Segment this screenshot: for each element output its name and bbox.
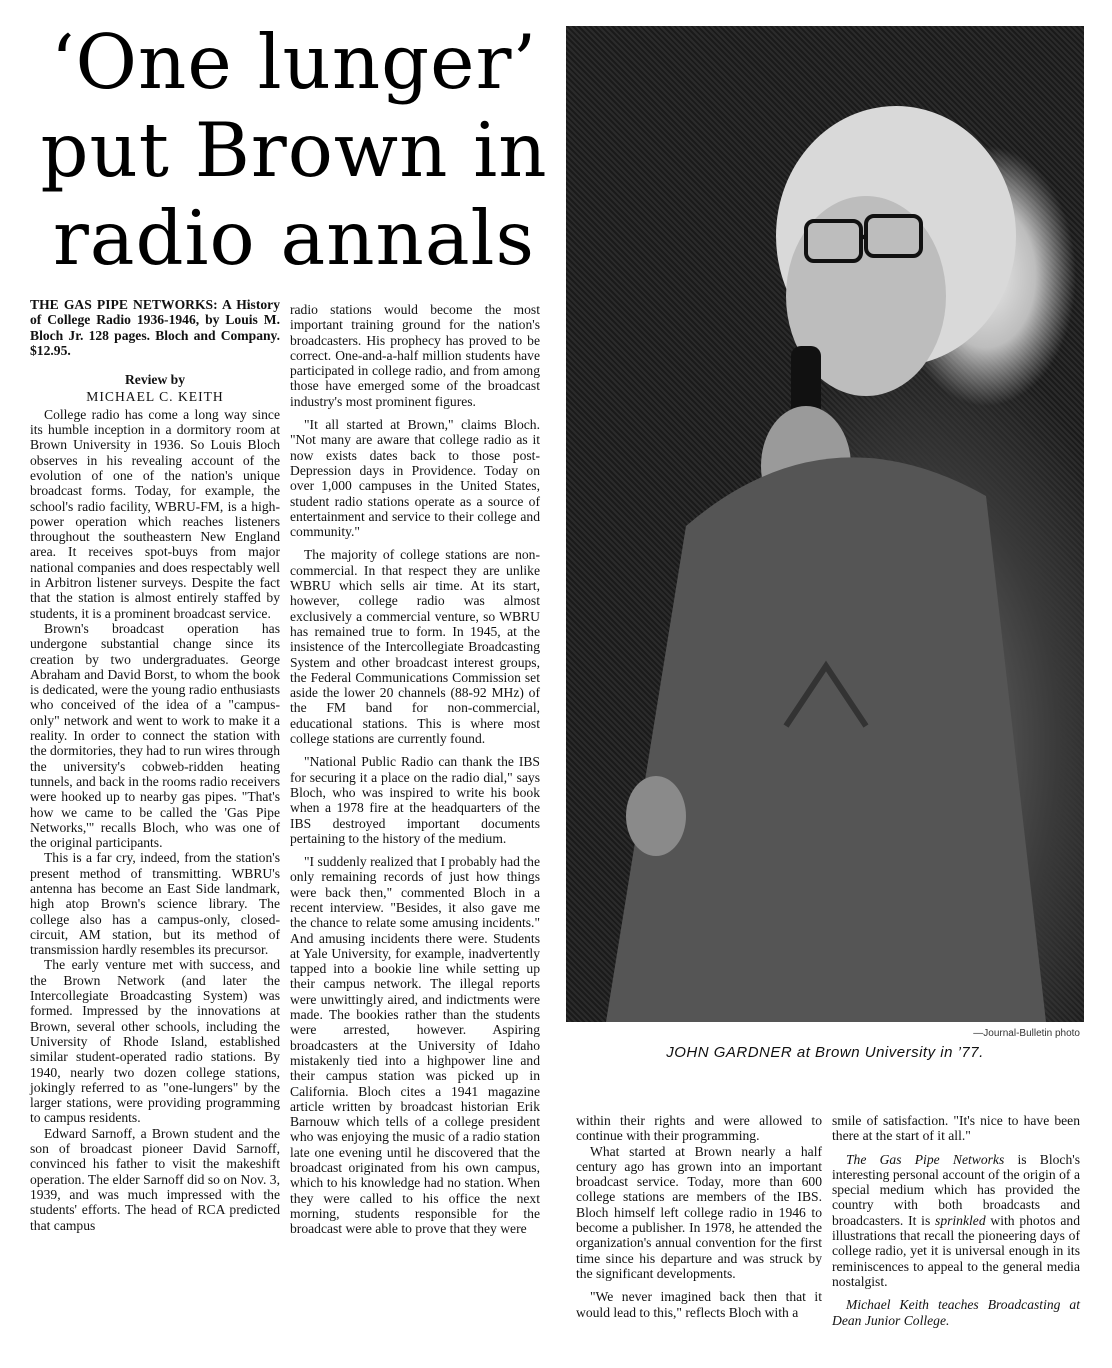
portrait-illustration xyxy=(566,26,1084,1022)
paragraph: What started at Brown nearly a half century ago has grown into an important broadcast service. Today, more than 600 college stations are members of the IBS. Bloch himself left college radio in 1946 to become a publisher. In 1978, he attended the organization's annual convention for the first time since his departure and was struck by the significant developments. xyxy=(576,1143,822,1281)
paragraph: College radio has come a long way since its humble inception in a dormitory room at Brown University in 1936. So Louis Bloch observes in his revealing account of the evolution of one of the nation's unique broadcast forms. Today, for example, the school's radio facility, WBRU-FM, is a high-power operation which reaches listeners throughout the southeastern New England area. It receives spot-buys from major national companies and does respectably well in Arbitron listener surveys. Despite the fact that the station is almost entirely staffed by students, it is a prominent broadcast service. xyxy=(30,406,280,621)
paragraph: Brown's broadcast operation has undergone substantial change since its creation by two undergraduates. George Abraham and David Borst, to whom the book is dedicated, were the young radio enthusiasts who conceived of the idea of a "campus-only" network and went to work to make it a reality. In order to connect the station with the dormitories, they had to run wires through the university's cobweb-ridden heating tunnels, and back in the rooms radio receivers were hooked up to nearby gas pipes. "That's how we came to be called the 'Gas Pipe Networks,'" recalls Bloch, who was one of the original participants. xyxy=(30,620,280,851)
paragraph: "I suddenly realized that I probably had the only remaining records of just how things were back then," commented Bloch in a recent interview. "Besides, it also gave me the chance to relate some amusing incidents." And amusing incidents there were. Students at Yale University, for example, inadvertently tapped into a bookie line while setting up their campus network. The illegal reports were unwittingly aired, and indictments were made. The bookies rather than the students were arrested, however. Aspiring broadcasters at the University of Idaho mistakenly tied into a highpower line and their campus station was picked up in California. Bloch cites a 1941 magazine article written by broadcast historian Erik Barnouw which tells of a college president who was enjoying the music of a radio station late one evening until he discovered that the broadcast originated from his own campus, which to his knowledge had no station. When they were called to his office the next morning, students responsible for the broadcast were able to prove that they were xyxy=(290,854,540,1237)
article-column-3 xyxy=(576,1113,822,1320)
headline-line-2: put Brown in xyxy=(40,106,548,194)
book-title: The Gas Pipe Networks xyxy=(846,1151,1005,1167)
paragraph: "It all started at Brown," claims Bloch. "Not many are aware that college radio as it now exists dates back to those post-Depression days in Providence. Today on over 1,000 campuses in the United States, student radio stations operate as a source of entertainment and service to their college and community." xyxy=(290,417,540,540)
paragraph: within their rights and were allowed to continue with their programming. xyxy=(576,1113,822,1144)
headline-line-1: ‘One lunger’ xyxy=(50,18,538,106)
review-author: MICHAEL C. KEITH xyxy=(86,389,224,405)
article-column-1 xyxy=(30,297,280,1233)
paragraph: The majority of college stations are non-commercial. In that respect they are unlike WBRU which sells air time. At its start, however, college radio was almost exclusively a commercial venture, so WBRU has remained true to form. In 1945, at the insistence of the Intercollegiate Broadcasting System and other broadcast interest groups, the Federal Communications Commission set aside the lower 20 channels (88-92 MHz) of the FM band for non-commercial, educational stations. This is where most college stations are currently found. xyxy=(290,547,540,747)
paragraph: radio stations would become the most important training ground for the nation's broadcasters. His prophecy has proved to be correct. One-and-a-half million students have participated in college radio, and from among those have emerged some of the broadcast industry's most prominent figures. xyxy=(290,302,540,409)
paragraph xyxy=(832,1152,1080,1290)
article-column-2 xyxy=(290,302,540,1237)
review-label: Review by xyxy=(124,372,186,388)
article-column-4 xyxy=(832,1113,1080,1328)
photo-credit: —Journal-Bulletin photo xyxy=(973,1028,1080,1039)
text-span: is Bloch's interesting personal account of the origin of a special medium which has provided the country with both broadcasts and broadcasters. It is xyxy=(832,1151,1080,1228)
headline-line-3: radio annals xyxy=(52,194,536,282)
paragraph: Edward Sarnoff, a Brown student and the son of broadcast pioneer David Sarnoff, convinced his father to visit the makeshift operation. The elder Sarnoff did so on Nov. 3, 1939, and was much impressed with the students' efforts. The head of RCA predicted that campus xyxy=(30,1125,280,1233)
paragraph: "National Public Radio can thank the IBS for securing it a place on the radio dial," says Bloch, who was inspired to write his book when a 1978 fire at the headquarters of the IBS destroyed important documents pertaining to the history of the medium. xyxy=(290,754,540,846)
emphasis: sprinkled xyxy=(935,1212,986,1228)
paragraph: smile of satisfaction. "It's nice to have been there at the start of it all." xyxy=(832,1113,1080,1144)
paragraph: "We never imagined back then that it would lead to this," reflects Bloch with a xyxy=(576,1289,822,1320)
portrait-photo xyxy=(566,26,1084,1022)
paragraph: This is a far cry, indeed, from the station's present method of transmitting. WBRU's antenna has become an East Side landmark, high atop Brown's science library. The college also has a campus-only, closed-circuit, AM station, but its method of transmission hardly resembles its precursor. xyxy=(30,850,280,958)
book-info: THE GAS PIPE NETWORKS: A History of College Radio 1936-1946, by Louis M. Bloch Jr. 128 pages. Bloch and Company. $12.95. xyxy=(30,297,280,358)
headline xyxy=(24,18,564,282)
paragraph: The early venture met with success, and the Brown Network (and later the Intercollegiate Broadcasting System) was formed. Impressed by the innovations at Brown, several other schools, including the University of Rhode Island, established similar student-operated radio stations. By 1940, nearly two dozen college stations, jokingly referred to as "one-lungers" by the larger stations, were providing programming to campus residents. xyxy=(30,957,280,1126)
author-note: Michael Keith teaches Broadcasting at Dean Junior College. xyxy=(832,1297,1080,1328)
photo-caption: JOHN GARDNER at Brown University in ’77. xyxy=(666,1044,984,1061)
text-span: with photos and illustrations that recall the pioneering days of college radio, yet it is universal enough in its reminiscences to appeal to the general media nostalgist. xyxy=(832,1212,1080,1289)
